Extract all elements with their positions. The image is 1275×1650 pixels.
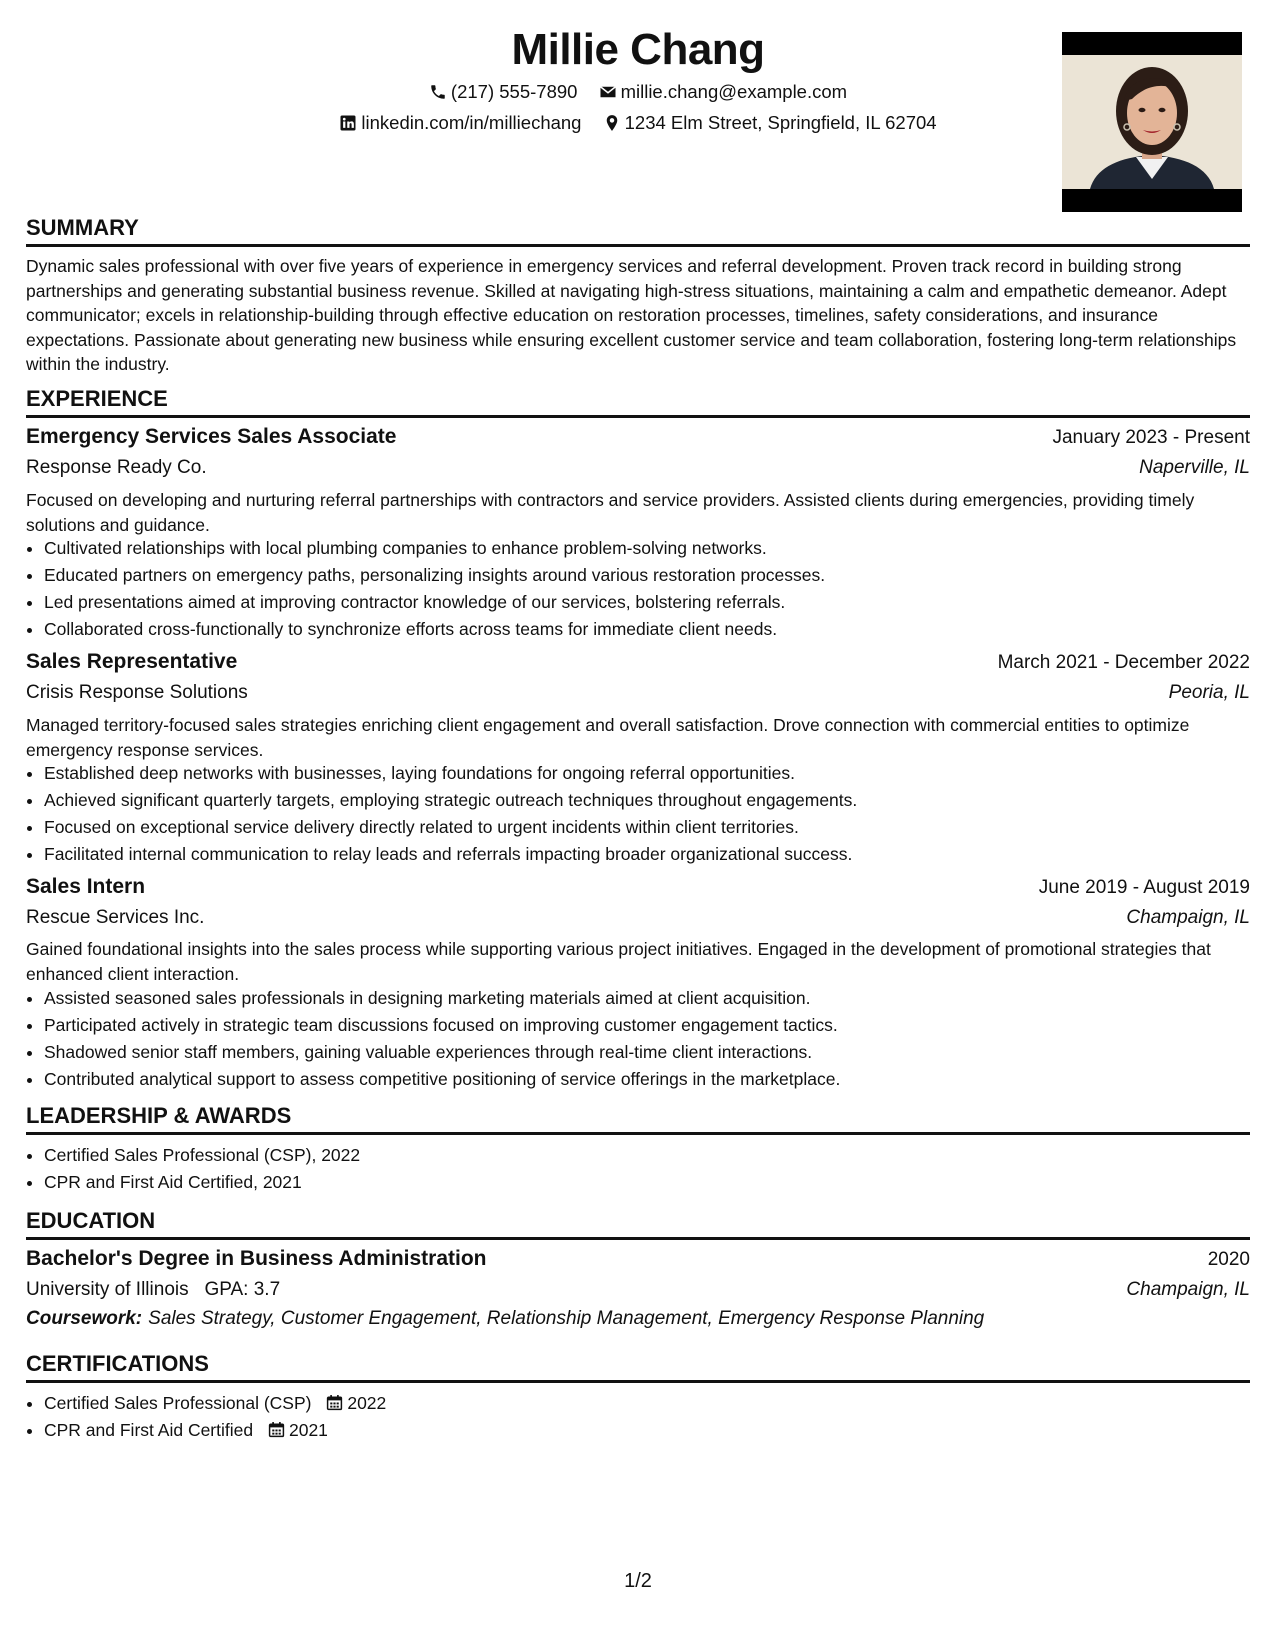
job-title: Sales Representative xyxy=(26,650,238,673)
list-item: • CPR and First Aid Certified, 2021 xyxy=(44,1169,1254,1196)
job-dates: March 2021 - December 2022 xyxy=(997,652,1250,673)
email-contact[interactable] xyxy=(599,80,847,104)
school-location: Champaign, IL xyxy=(1126,1279,1250,1300)
job-location: Champaign, IL xyxy=(1126,907,1250,928)
linkedin-icon xyxy=(339,114,357,132)
linkedin-contact[interactable] xyxy=(339,111,581,135)
profile-photo xyxy=(1062,32,1242,212)
list-item: • Educated partners on emergency paths, personalizing insights around various restoration processes. xyxy=(44,562,1254,589)
education-subheader xyxy=(26,1277,1250,1303)
job-title: Emergency Services Sales Associate xyxy=(26,425,397,448)
job-bullets xyxy=(26,760,1254,868)
job-location: Naperville, IL xyxy=(1139,457,1250,478)
summary-heading: SUMMARY xyxy=(26,214,1250,247)
job-company: Rescue Services Inc. xyxy=(26,907,205,928)
certification-name: CPR and First Aid Certified xyxy=(44,1420,254,1440)
list-item: • Achieved significant quarterly targets, employing strategic outreach techniques throughout engagements. xyxy=(44,787,1254,814)
list-item: • Contributed analytical support to assess competitive positioning of service offerings in the marketplace. xyxy=(44,1066,1254,1093)
map-pin-icon xyxy=(603,114,621,132)
list-item: • Cultivated relationships with local plumbing companies to enhance problem-solving networks. xyxy=(44,535,1254,562)
calendar-icon xyxy=(268,1421,285,1438)
job-description: Managed territory-focused sales strategies enriching client engagement and overall satisfaction. Drove connection with commercial entities to optimize emergency response services. xyxy=(26,715,1190,760)
job-dates: January 2023 - Present xyxy=(1052,427,1250,448)
certification-year: 2021 xyxy=(288,1420,328,1440)
certification-name: Certified Sales Professional (CSP) xyxy=(44,1393,312,1413)
job-subheader xyxy=(26,455,1250,481)
envelope-icon xyxy=(599,83,617,101)
list-item xyxy=(44,1390,1254,1417)
job-bullets xyxy=(26,985,1254,1093)
job-subheader xyxy=(26,905,1250,931)
profile-photo-image xyxy=(1062,55,1242,189)
list-item: • Led presentations aimed at improving contractor knowledge of our services, bolstering referrals. xyxy=(44,589,1254,616)
calendar-icon xyxy=(326,1394,343,1411)
certifications-list xyxy=(26,1390,1254,1444)
coursework-text: Sales Strategy, Customer Engagement, Relationship Management, Emergency Response Planning xyxy=(148,1308,985,1329)
job-subheader xyxy=(26,680,1250,706)
graduation-year: 2020 xyxy=(1207,1249,1250,1270)
school-name: University of Illinois xyxy=(26,1279,189,1300)
job-company: Crisis Response Solutions xyxy=(26,682,248,703)
candidate-name: Millie Chang xyxy=(511,25,765,74)
job-header xyxy=(26,424,1250,451)
job-header xyxy=(26,649,1250,676)
certifications-heading: CERTIFICATIONS xyxy=(26,1350,1250,1383)
job-description: Gained foundational insights into the sales process while supporting various project initiatives. Engaged in the development of promotional strategies that enhanced client interaction. xyxy=(26,939,1211,984)
linkedin-text[interactable]: linkedin.com/in/milliechang xyxy=(361,112,582,133)
page-number: 1/2 xyxy=(624,1570,652,1592)
phone-text: (217) 555-7890 xyxy=(450,81,578,102)
coursework-line xyxy=(26,1306,1250,1332)
coursework-label: Coursework: xyxy=(26,1308,143,1329)
email-text[interactable]: millie.chang@example.com xyxy=(620,81,848,102)
job-company: Response Ready Co. xyxy=(26,457,207,478)
gpa: GPA: 3.7 xyxy=(204,1279,281,1300)
list-item: • Established deep networks with businesses, laying foundations for ongoing referral opportunities. xyxy=(44,760,1254,787)
list-item: • Participated actively in strategic team discussions focused on improving customer engagement tactics. xyxy=(44,1012,1254,1039)
education-heading: EDUCATION xyxy=(26,1207,1250,1240)
leadership-list xyxy=(26,1142,1254,1196)
list-item: • Shadowed senior staff members, gaining valuable experiences through real-time client interactions. xyxy=(44,1039,1254,1066)
certification-year: 2022 xyxy=(347,1393,387,1413)
job-title: Sales Intern xyxy=(26,875,146,898)
leadership-heading: LEADERSHIP & AWARDS xyxy=(26,1102,1250,1135)
list-item xyxy=(44,1417,1254,1444)
address-text: 1234 Elm Street, Springfield, IL 62704 xyxy=(624,112,937,133)
job-bullets xyxy=(26,535,1254,643)
job-description: Focused on developing and nurturing referral partnerships with contractors and service providers. Assisted clients during emergencies, providing timely solutions and guidance. xyxy=(26,490,1195,535)
list-item: • Assisted seasoned sales professionals in designing marketing materials aimed at client acquisition. xyxy=(44,985,1254,1012)
job-header xyxy=(26,874,1250,901)
address-contact xyxy=(603,111,937,135)
summary-text: Dynamic sales professional with over five years of experience in emergency services and referral development. Proven track record in building strong partnerships and generating substantial business revenue. Skilled at navigating high-stress situations, maintaining a calm and empathetic demeanor. Adept communicator; excels in relationship-building through effective education on restoration processes, timelines, safety considerations, and insurance expectations. Passionate about generating new business while ensuring excellent customer service and team collaboration, fostering long-term relationships within the industry. xyxy=(26,256,1237,374)
school-gpa xyxy=(26,1277,280,1303)
phone-icon xyxy=(429,83,447,101)
resume-page xyxy=(26,0,1250,1650)
list-item: • Certified Sales Professional (CSP), 2022 xyxy=(44,1142,1254,1169)
list-item: • Collaborated cross-functionally to synchronize efforts across teams for immediate client needs. xyxy=(44,616,1254,643)
list-item: • Facilitated internal communication to relay leads and referrals impacting broader organizational success. xyxy=(44,841,1254,868)
job-location: Peoria, IL xyxy=(1168,682,1250,703)
experience-heading: EXPERIENCE xyxy=(26,385,1250,418)
degree-title: Bachelor's Degree in Business Administration xyxy=(26,1247,487,1270)
phone-contact xyxy=(429,80,578,104)
education-header xyxy=(26,1246,1250,1273)
list-item: • Focused on exceptional service delivery directly related to urgent incidents within client territories. xyxy=(44,814,1254,841)
portrait-illustration xyxy=(1062,55,1242,189)
job-dates: June 2019 - August 2019 xyxy=(1038,877,1250,898)
